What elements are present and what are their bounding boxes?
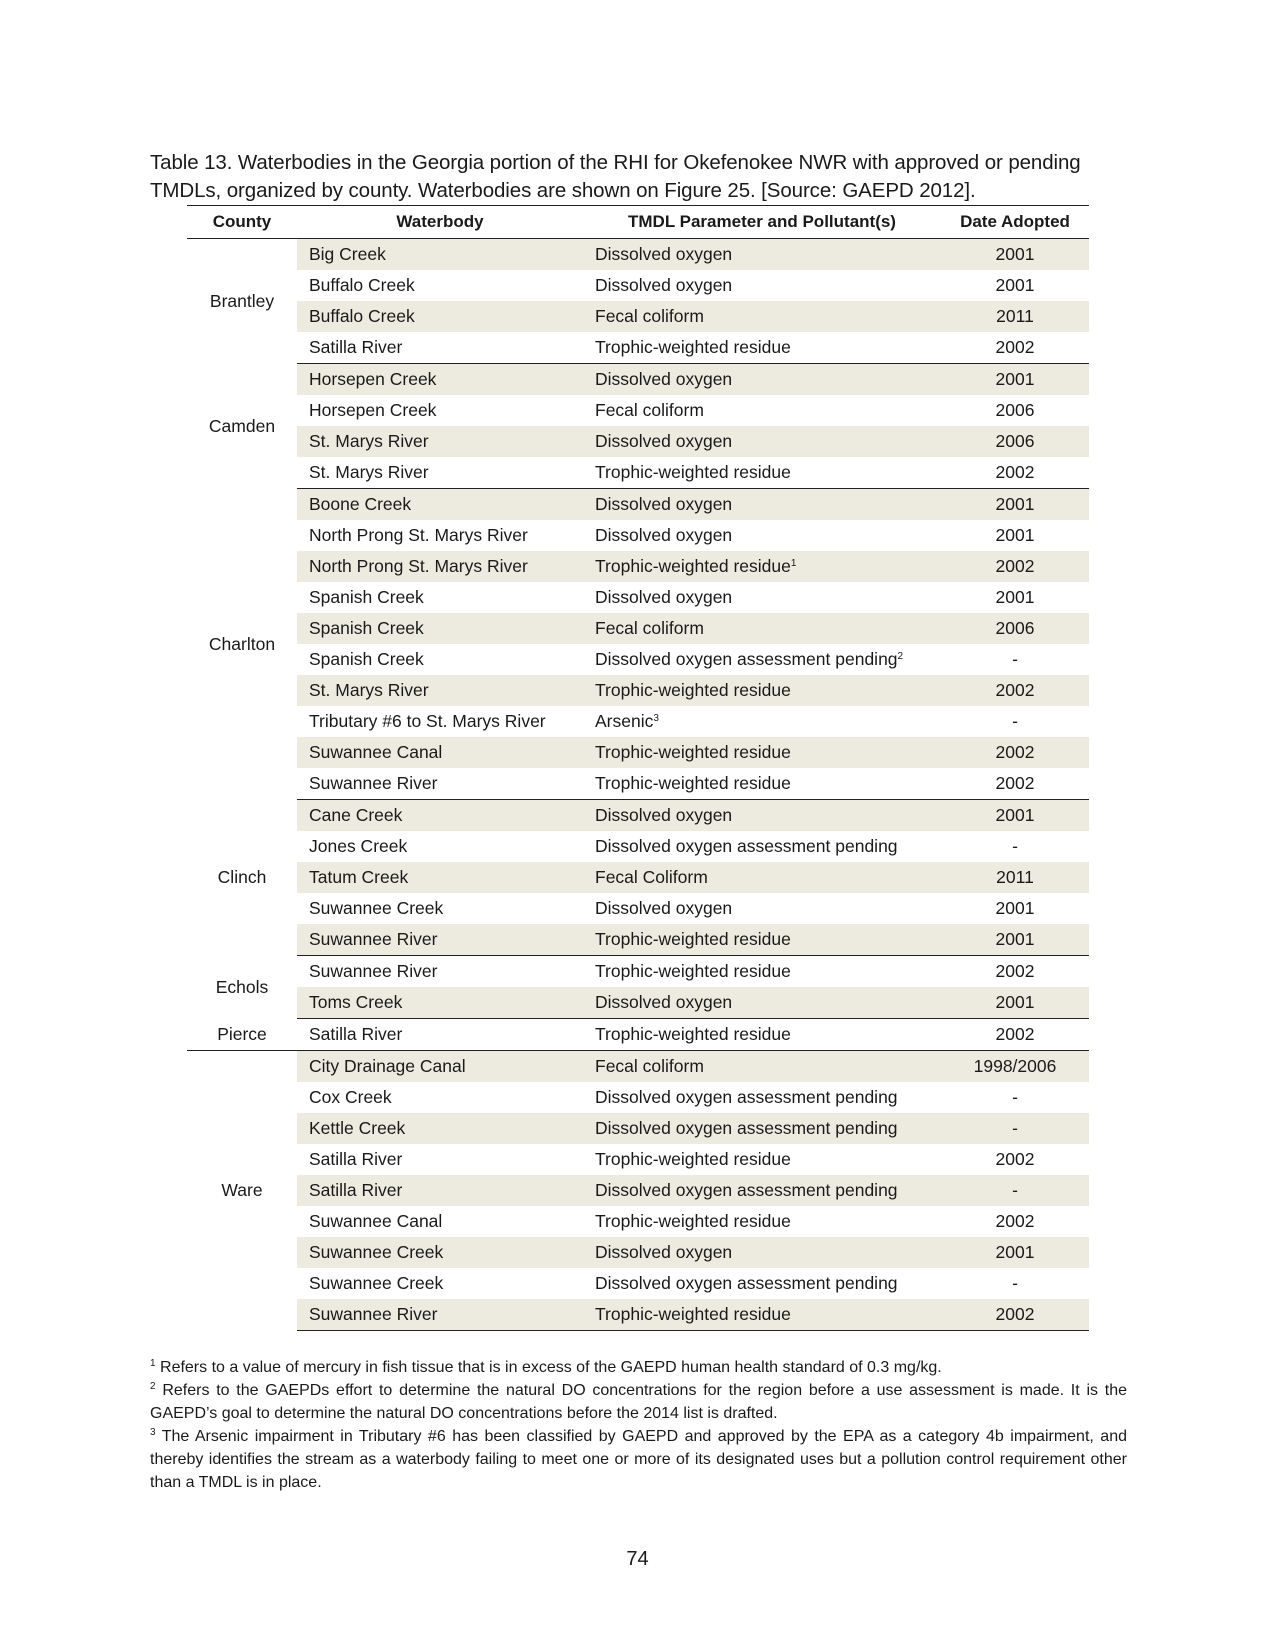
waterbody-cell: Suwannee River (297, 768, 583, 800)
table-row (187, 831, 1089, 862)
date-adopted-cell: 2001 (941, 489, 1089, 521)
table-row (187, 364, 1089, 396)
footnote-text: Refers to the GAEPDs effort to determine the natural DO concentrations for the region before a use assessment is made. It is the GAEPD’s goal to determine the natural DO concentrations before the 2014 list is drafted. (150, 1382, 1127, 1422)
table-row (187, 675, 1089, 706)
waterbody-cell: Suwannee River (297, 1299, 583, 1331)
header-parameter: TMDL Parameter and Pollutant(s) (583, 206, 941, 239)
table-row (187, 1082, 1089, 1113)
waterbody-cell: Cox Creek (309, 1087, 392, 1107)
footnote-reference: 2 (897, 651, 904, 662)
table-row (187, 520, 1089, 551)
table-row (187, 426, 1089, 457)
parameter-text: Trophic-weighted residue (595, 1149, 791, 1169)
parameter-cell (583, 582, 941, 613)
date-adopted-cell: 2001 (941, 1237, 1089, 1268)
waterbody-cell: City Drainage Canal (297, 1051, 583, 1083)
date-adopted-cell: - (941, 1113, 1089, 1144)
waterbody-cell: Spanish Creek (297, 613, 583, 644)
date-adopted-cell: 2001 (995, 525, 1035, 545)
parameter-cell (583, 862, 941, 893)
county-cell: Pierce (187, 1019, 297, 1051)
table-row (187, 1019, 1089, 1051)
county-cell: Echols (187, 956, 297, 1019)
table-row (187, 1299, 1089, 1331)
parameter-text: Arsenic (595, 711, 654, 731)
footnote-mark: 1 (150, 1358, 156, 1369)
table-row (187, 270, 1089, 301)
parameter-text: Dissolved oxygen (595, 1242, 733, 1262)
waterbody-cell: Spanish Creek (309, 649, 424, 669)
parameter-cell (583, 1082, 941, 1113)
parameter-cell (583, 924, 941, 956)
county-cell: Ware (187, 1051, 297, 1331)
table-row (187, 644, 1089, 675)
waterbody-cell: Tatum Creek (297, 862, 583, 893)
parameter-text: Fecal coliform (595, 618, 704, 638)
county-cell: Brantley (187, 239, 297, 364)
waterbody-cell: Toms Creek (297, 987, 583, 1019)
parameter-text: Dissolved oxygen assessment pending (595, 649, 898, 669)
parameter-cell (583, 301, 941, 332)
table-row (187, 332, 1089, 364)
date-adopted-cell: 2002 (941, 737, 1089, 768)
parameter-cell (583, 800, 941, 832)
waterbody-cell: Suwannee Creek (309, 1273, 444, 1293)
date-adopted-cell: 1998/2006 (941, 1051, 1089, 1083)
waterbody-cell: Satilla River (297, 1175, 583, 1206)
date-adopted-cell: 2002 (995, 961, 1035, 981)
table-header (187, 206, 1089, 239)
waterbody-cell: North Prong St. Marys River (297, 551, 583, 582)
parameter-text: Trophic-weighted residue (595, 929, 791, 949)
waterbody-cell: Suwannee Canal (309, 1211, 443, 1231)
date-adopted-cell: 2001 (995, 275, 1035, 295)
footnote-text: The Arsenic impairment in Tributary #6 has been classified by GAEPD and approved by the EPA as a category 4b impairment, and thereby identifies the stream as a waterbody failing to meet one or more of its designated uses but a pollution control requirement other than a TMDL is in place. (150, 1428, 1127, 1491)
date-adopted-cell: - (941, 1175, 1089, 1206)
footnote-reference: 1 (790, 558, 797, 569)
waterbody-cell: Buffalo Creek (297, 301, 583, 332)
county-cell: Charlton (187, 489, 297, 800)
waterbody-cell: Suwannee Canal (297, 737, 583, 768)
county-cell: Camden (187, 364, 297, 489)
date-adopted-cell: - (1012, 1273, 1018, 1293)
parameter-text: Dissolved oxygen (595, 898, 733, 918)
waterbody-cell: Suwannee Creek (297, 1237, 583, 1268)
footnote-reference: 3 (653, 713, 659, 724)
parameter-cell (583, 644, 941, 675)
parameter-cell (583, 426, 941, 457)
footnote-mark: 3 (150, 1427, 156, 1438)
parameter-cell (583, 737, 941, 768)
date-adopted-cell: 2002 (941, 768, 1089, 800)
date-adopted-cell: - (1012, 1087, 1018, 1107)
waterbody-cell: Satilla River (297, 332, 583, 364)
parameter-text: Dissolved oxygen (595, 275, 733, 295)
waterbody-cell: Jones Creek (309, 836, 408, 856)
date-adopted-cell: 2002 (995, 1149, 1035, 1169)
footnote-text: Refers to a value of mercury in fish tissue that is in excess of the GAEPD human health standard of 0.3 mg/kg. (155, 1359, 942, 1376)
waterbody-cell: Kettle Creek (297, 1113, 583, 1144)
waterbody-cell: Satilla River (309, 1149, 403, 1169)
waterbody-cell: Satilla River (297, 1019, 583, 1051)
table-row (187, 800, 1089, 832)
parameter-text: Dissolved oxygen (595, 587, 733, 607)
parameter-text: Dissolved oxygen (595, 992, 733, 1012)
header-waterbody: Waterbody (297, 206, 583, 239)
parameter-text: Trophic-weighted residue (595, 1304, 791, 1324)
parameter-text: Trophic-weighted residue (595, 337, 791, 357)
parameter-text: Trophic-weighted residue (595, 1024, 791, 1044)
date-adopted-cell: 2002 (941, 457, 1089, 489)
waterbody-cell: St. Marys River (297, 675, 583, 706)
date-adopted-cell: 2002 (941, 1299, 1089, 1331)
table-row (187, 1051, 1089, 1083)
parameter-text: Dissolved oxygen (595, 805, 733, 825)
parameter-text: Trophic-weighted residue (595, 556, 791, 576)
parameter-text: Fecal coliform (595, 306, 704, 326)
table-row (187, 1175, 1089, 1206)
parameter-cell (583, 613, 941, 644)
table-body (187, 239, 1089, 1331)
parameter-cell (583, 956, 941, 988)
date-adopted-cell: 2002 (941, 675, 1089, 706)
table-row (187, 987, 1089, 1019)
date-adopted-cell: 2001 (941, 364, 1089, 396)
table-row (187, 613, 1089, 644)
header-date-adopted: Date Adopted (941, 206, 1089, 239)
tmdl-table-container (187, 205, 1089, 1331)
table-row (187, 1268, 1089, 1299)
parameter-cell (583, 831, 941, 862)
waterbody-cell: Horsepen Creek (297, 364, 583, 396)
parameter-cell (583, 1299, 941, 1331)
parameter-text: Dissolved oxygen assessment pending (595, 1087, 898, 1107)
footnote-mark: 2 (150, 1381, 156, 1392)
parameter-text: Dissolved oxygen (595, 369, 733, 389)
footnote-1 (150, 1356, 1127, 1379)
table-row (187, 1206, 1089, 1237)
parameter-cell (583, 332, 941, 364)
parameter-cell (583, 1051, 941, 1083)
table-row (187, 489, 1089, 521)
waterbody-cell: Buffalo Creek (309, 275, 415, 295)
parameter-text: Fecal coliform (595, 400, 704, 420)
parameter-text: Trophic-weighted residue (595, 680, 791, 700)
parameter-text: Trophic-weighted residue (595, 773, 791, 793)
date-adopted-cell: 2001 (941, 924, 1089, 956)
waterbody-cell: North Prong St. Marys River (309, 525, 528, 545)
parameter-text: Dissolved oxygen (595, 244, 733, 264)
table-row (187, 239, 1089, 271)
parameter-text: Trophic-weighted residue (595, 742, 791, 762)
parameter-cell (583, 675, 941, 706)
date-adopted-cell: - (1012, 836, 1018, 856)
table-row (187, 551, 1089, 582)
date-adopted-cell: 2001 (941, 987, 1089, 1019)
date-adopted-cell: 2002 (941, 551, 1089, 582)
date-adopted-cell: 2001 (941, 800, 1089, 832)
parameter-cell (583, 987, 941, 1019)
parameter-cell (583, 1175, 941, 1206)
waterbody-cell: Big Creek (297, 239, 583, 271)
table-row (187, 706, 1089, 737)
parameter-text: Dissolved oxygen assessment pending (595, 836, 898, 856)
date-adopted-cell: 2011 (941, 862, 1089, 893)
waterbody-cell: Cane Creek (297, 800, 583, 832)
parameter-cell (583, 1144, 941, 1175)
table-row (187, 768, 1089, 800)
parameter-cell (583, 893, 941, 924)
table-row (187, 924, 1089, 956)
waterbody-cell: St. Marys River (297, 457, 583, 489)
table-row (187, 457, 1089, 489)
parameter-cell (583, 395, 941, 426)
header-county: County (187, 206, 297, 239)
header-row (187, 206, 1089, 239)
parameter-text: Trophic-weighted residue (595, 961, 791, 981)
table-row (187, 862, 1089, 893)
date-adopted-cell: - (1012, 711, 1018, 731)
waterbody-cell: Suwannee River (297, 924, 583, 956)
date-adopted-cell: 2002 (995, 1211, 1035, 1231)
date-adopted-cell: - (1012, 649, 1018, 669)
parameter-text: Trophic-weighted residue (595, 1211, 791, 1231)
parameter-cell (583, 551, 941, 582)
table-row (187, 1237, 1089, 1268)
waterbody-cell: Spanish Creek (309, 587, 424, 607)
table-row (187, 956, 1089, 988)
parameter-cell (583, 1019, 941, 1051)
parameter-text: Fecal Coliform (595, 867, 708, 887)
table-row (187, 395, 1089, 426)
tmdl-table (187, 205, 1089, 1331)
table-row (187, 582, 1089, 613)
parameter-cell (583, 457, 941, 489)
parameter-cell (583, 520, 941, 551)
date-adopted-cell: 2001 (995, 898, 1035, 918)
parameter-cell (583, 1268, 941, 1299)
date-adopted-cell: 2001 (995, 587, 1035, 607)
parameter-text: Dissolved oxygen (595, 431, 733, 451)
parameter-cell (583, 1206, 941, 1237)
parameter-cell (583, 270, 941, 301)
parameter-text: Dissolved oxygen (595, 525, 733, 545)
parameter-cell (583, 706, 941, 737)
parameter-cell (583, 1237, 941, 1268)
footnote-3 (150, 1425, 1127, 1494)
table-row (187, 737, 1089, 768)
date-adopted-cell: 2006 (941, 613, 1089, 644)
parameter-cell (583, 364, 941, 396)
page-number: 74 (626, 1548, 649, 1570)
table-row (187, 301, 1089, 332)
table-row (187, 1113, 1089, 1144)
footnotes (150, 1356, 1127, 1494)
table-caption: Table 13. Waterbodies in the Georgia portion of the RHI for Okefenokee NWR with approved or pending TMDLs, organized by county. Waterbodies are shown on Figure 25. [Source: GAEPD 2012]. (150, 151, 1081, 202)
parameter-cell (583, 239, 941, 271)
waterbody-cell: St. Marys River (297, 426, 583, 457)
waterbody-cell: Suwannee Creek (309, 898, 444, 918)
table-row (187, 893, 1089, 924)
parameter-text: Dissolved oxygen assessment pending (595, 1118, 898, 1138)
date-adopted-cell: 2011 (941, 301, 1089, 332)
parameter-cell (583, 489, 941, 521)
county-cell: Clinch (187, 800, 297, 956)
date-adopted-cell: 2006 (995, 400, 1035, 420)
waterbody-cell: Suwannee River (309, 961, 438, 981)
date-adopted-cell: 2002 (941, 332, 1089, 364)
table-row (187, 1144, 1089, 1175)
waterbody-cell: Horsepen Creek (309, 400, 437, 420)
parameter-text: Trophic-weighted residue (595, 462, 791, 482)
date-adopted-cell: 2002 (941, 1019, 1089, 1051)
parameter-text: Dissolved oxygen (595, 494, 733, 514)
footnote-2 (150, 1379, 1127, 1425)
waterbody-cell: Boone Creek (297, 489, 583, 521)
parameter-cell (583, 768, 941, 800)
parameter-text: Dissolved oxygen assessment pending (595, 1273, 898, 1293)
parameter-cell (583, 1113, 941, 1144)
date-adopted-cell: 2006 (941, 426, 1089, 457)
date-adopted-cell: 2001 (941, 239, 1089, 271)
parameter-text: Fecal coliform (595, 1056, 704, 1076)
waterbody-cell: Tributary #6 to St. Marys River (309, 711, 546, 731)
parameter-text: Dissolved oxygen assessment pending (595, 1180, 898, 1200)
